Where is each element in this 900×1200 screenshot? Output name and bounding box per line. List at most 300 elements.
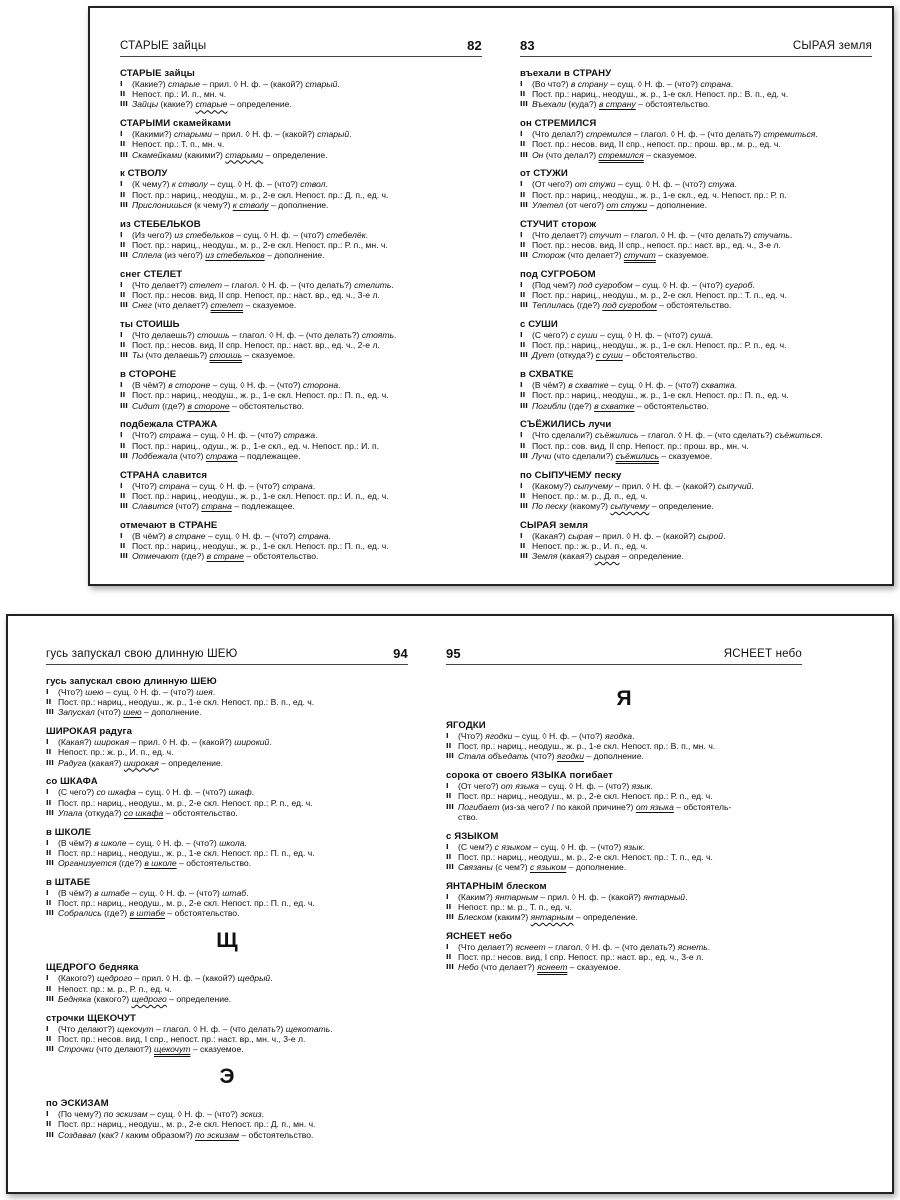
entry-headword: строчки ЩЕКОЧУТ [46,1012,137,1024]
line-marker-3: III [120,351,128,360]
underlined-sentence-part: страна [201,501,232,512]
line-marker-3: III [46,758,54,767]
line-marker-2: II [446,852,452,861]
parse-line [46,1024,408,1034]
underlined-sentence-part: со шкафа [123,807,164,818]
line-text: суша [690,330,711,341]
line-text: (из-за чего? / по какой причине?) [499,801,636,812]
line-text: (какие?) [158,99,196,110]
line-marker-1: I [446,842,449,851]
parse-line [120,139,482,149]
parse-line [46,787,408,797]
underlined-sentence-part: стелет [210,300,244,311]
line-text: ягодки [485,731,513,741]
line-text: (какими?) [182,149,226,160]
book-spread-top [88,6,894,586]
parse-line [46,758,408,768]
line-marker-2: II [520,391,526,400]
underlined-sentence-part: стража [205,450,238,461]
parse-line [120,401,482,411]
line-text: Въехали [532,99,566,110]
line-text: страна [159,480,190,491]
dictionary-entry [446,881,802,923]
line-text: Строчки [58,1044,94,1055]
parse-line [520,250,872,260]
line-marker-3: III [120,150,128,159]
line-text: – сущ. ◊ Н. ф. – (что?) [597,330,691,341]
running-header [46,646,408,665]
entry-headword: со ШКАФА [46,776,98,788]
line-text: – сущ. ◊ Н. ф. – (что?) [126,837,220,848]
line-marker-1: I [520,230,523,239]
line-text: – определение. [649,501,714,512]
parse-line [46,908,408,918]
line-marker-3: III [520,552,528,561]
parse-line [446,902,802,912]
entry-headword: от СТУЖИ [520,168,568,180]
parse-line [46,1034,408,1044]
parse-line [120,300,482,310]
parse-line [120,89,482,99]
page-content [46,676,408,1148]
line-marker-3: III [446,863,454,872]
line-marker-3: III [120,451,128,460]
line-text: Пост. пр.: нариц., неодуш., ж. р., 1-е скл. Непост. пр.: В. п., мн. ч. [458,741,716,752]
entry-headword: СЪЁЖИЛИСЬ лучи [520,419,612,431]
line-text: язык [623,841,643,852]
parse-line [446,952,802,962]
line-text: – прил. ◊ Н. ф. – (какой?) [128,737,235,748]
line-marker-2: II [120,341,126,350]
line-text: щекотать [285,1023,331,1034]
line-marker-2: II [46,1034,52,1043]
line-text: – сущ. ◊ Н. ф. – (что?) [615,179,709,190]
line-text: (Что?) [132,480,160,491]
line-text: (какому?) [567,501,611,512]
entry-headword: в ШТАБЕ [46,876,91,888]
line-marker-1: I [46,838,49,847]
line-text: яснеет [515,942,546,953]
entry-headword: он СТРЕМИЛСЯ [520,118,597,130]
parse-line [520,491,872,501]
line-text: . [315,430,318,441]
line-marker-1: I [446,892,449,901]
line-marker-3: III [520,200,528,209]
line-marker-3: III [520,251,528,260]
line-text: (откуда?) [82,807,124,818]
line-marker-3: III [520,351,528,360]
dictionary-entry [446,770,802,822]
underlined-sentence-part: из стебельков [205,250,265,261]
underlined-sentence-part: в штабе [129,908,166,919]
line-text: – сущ. ◊ Н. ф. – (что?) [135,787,229,798]
line-text: – сущ. ◊ Н. ф. – (что?) [103,687,197,697]
line-marker-3: III [46,859,54,868]
page-left [46,616,408,1192]
line-text: . [734,380,738,391]
line-text: – обстоятель- [673,801,732,812]
parse-line [46,798,408,808]
line-text: – обстоятельство. [163,807,238,818]
entry-headword: отмечают в СТРАНЕ [120,519,218,531]
line-marker-1: I [520,381,523,390]
line-text: Пост. пр.: нариц., неодуш., м. р., 2-е скл. Непост. пр.: Р. п., ед. ч. [58,797,313,808]
underlined-sentence-part: старые [195,99,228,110]
line-text: Он [532,149,544,160]
line-text: (что делают?) [93,1044,154,1055]
line-text: (Из чего?) [132,229,175,240]
line-text: стебелёк [326,229,366,240]
line-marker-2: II [46,848,52,857]
line-text: широкая [94,737,129,748]
line-text: Пост. пр.: нариц., неодуш., м. р., 2-е скл. Непост. пр.: Т. п., ед. ч. [458,851,713,862]
parse-line [520,300,872,310]
line-marker-2: II [120,240,126,249]
alphabet-letter-heading: Э [219,1065,235,1089]
line-marker-3: III [446,802,454,811]
underlined-sentence-part: старыми [225,149,264,160]
line-text: (Что?) [458,731,486,741]
line-text: Скамейками [132,149,183,160]
parse-line [520,430,872,440]
parse-line [120,79,482,89]
line-marker-1: I [120,331,123,340]
line-marker-3: III [46,994,54,1003]
line-text: широкий [234,737,270,748]
dictionary-entry [520,520,872,562]
line-text: эскиз [240,1109,262,1120]
line-marker-1: I [46,1110,49,1119]
parse-line [446,731,802,741]
line-text: яснеть [677,942,708,953]
line-text: (какая?) [86,757,124,768]
line-text: Прислонишься [132,199,192,210]
line-text: – определение. [158,757,224,768]
line-text: в схватке [568,380,609,391]
line-text: – обстоятельство. [229,400,305,411]
parse-line [520,390,872,400]
line-text: (откуда?) [554,350,596,361]
line-text: (где?) [178,551,207,562]
running-header [120,38,482,57]
line-text: (Каким?) [458,891,496,902]
line-marker-1: I [446,782,449,791]
parse-line [520,139,872,149]
line-text: – сущ. ◊ Н. ф. – (что?) [608,380,702,391]
entry-headword: СТУЧИТ сторож [520,218,597,230]
parse-line [46,1119,408,1129]
line-marker-2: II [46,984,52,993]
line-text: . [820,430,823,441]
line-text: . [707,942,711,953]
line-marker-3: III [520,401,528,410]
line-text: Пост. пр.: нариц., одуш., ж. р., 1-е скл., ед. ч. Непост. пр.: И. п. [132,440,380,451]
parse-line [120,150,482,160]
running-title: СТАРЫЕ зайцы [120,40,207,52]
line-marker-3: III [446,963,454,972]
line-marker-3: III [120,301,128,310]
parse-line [520,79,872,89]
line-marker-1: I [120,280,123,289]
line-text: – глагол. ◊ Н. ф. – (что делать?) [545,942,678,953]
parse-line [520,280,872,290]
parse-line [120,531,482,541]
parse-line [520,401,872,411]
line-text: Подбежала [132,450,178,461]
page-content [520,68,872,570]
running-title: СЫРАЯ земля [792,40,872,52]
parse-line [520,150,872,160]
running-header [520,38,872,57]
line-text: Пост. пр.: несов. вид, II спр. Непост. пр.: наст. вр., ед. ч., 3-е л. [132,290,380,301]
line-text: янтарный [643,891,686,902]
line-marker-1: I [46,1024,49,1033]
line-text: Создавал [58,1129,97,1140]
line-text: (В чём?) [532,380,569,391]
line-text: (что делает?) [478,962,538,973]
line-text: Собрались [58,908,102,919]
line-text: (К чему?) [132,179,172,190]
line-marker-3: III [446,913,454,922]
underlined-sentence-part: к стволу [232,199,269,210]
line-text: – сказуемое. [567,962,621,973]
line-text: – обстоятельство. [238,1129,314,1140]
parse-line [120,481,482,491]
line-text: – обстоятельство. [656,300,732,311]
line-text: Зайцы [132,99,159,110]
line-text: – обстоятельство. [165,908,240,919]
dictionary-entry [520,168,872,210]
entry-headword: с СУШИ [520,319,558,331]
line-marker-1: I [120,130,123,139]
line-text: (Что делает?) [458,942,516,953]
line-text: (От чего?) [458,781,501,792]
line-text: (Что?) [132,430,160,441]
dictionary-entry [120,520,482,562]
parse-line [120,430,482,440]
parse-line [120,501,482,511]
line-text: схватка [701,380,735,391]
line-text: в штабе [94,887,130,898]
line-text: – сущ. ◊ Н. ф. – (что?) [538,781,632,792]
line-text: – дополнение. [647,199,707,210]
line-text: (Какие?) [132,79,169,89]
line-text: Непост. пр.: Т. п., мн. ч. [132,139,225,150]
parse-line [446,812,802,822]
parse-line [46,858,408,868]
line-text: (Что?) [58,687,86,697]
line-text: Непост. пр.: м. р., Д. п., ед. ч. [532,490,648,501]
parse-line [46,838,408,848]
line-text: (что?) [173,501,202,512]
line-text: шею [85,687,104,697]
parse-line [120,390,482,400]
line-marker-2: II [46,899,52,908]
line-text: страна [282,480,313,491]
line-marker-2: II [520,441,526,450]
underlined-sentence-part: в стороне [187,400,230,411]
parse-line [46,687,408,697]
line-marker-3: III [520,451,528,460]
parse-line [46,888,408,898]
entry-headword: в СХВАТКЕ [520,369,574,381]
parse-line [46,697,408,707]
line-text: – обстоятельство. [176,858,252,869]
line-text: – подлежащее. [231,501,295,512]
line-text: Пост. пр.: несов. вид, II спр., непост. пр.: наст. вр., ед. ч., 3-е л. [532,239,781,250]
line-text: от стужи [574,179,616,190]
parse-line [520,541,872,551]
dictionary-entry [520,269,872,311]
line-text: щедрый [237,973,271,984]
underlined-sentence-part: сырая [594,551,620,562]
line-text: (Что сделали?) [532,430,596,441]
parse-line [520,481,872,491]
line-text: (где?) [574,300,603,311]
line-marker-2: II [520,542,526,551]
line-marker-3: III [520,301,528,310]
parse-line [120,280,482,290]
line-text: – дополнение. [566,862,627,873]
parse-line [520,380,872,390]
underlined-sentence-part: по эскизам [195,1129,239,1140]
line-text: (Что делал?) [532,129,586,140]
line-text: Сторож [532,250,566,261]
parse-line [120,350,482,360]
line-text: – сущ. ◊ Н. ф. – (что?) [205,530,299,541]
line-text: . [325,179,328,190]
line-marker-3: III [120,552,128,561]
parse-line [520,230,872,240]
line-text: ство. [458,811,478,822]
underlined-sentence-part: в стране [206,551,244,562]
entry-headword: ШИРОКАЯ радуга [46,726,133,738]
line-text: (какая?) [557,551,595,562]
line-marker-3: III [520,150,528,159]
entry-headword: к СТВОЛУ [120,168,168,180]
line-text: с языком [494,841,531,852]
line-text: (В чём?) [132,380,169,391]
line-text: Непост. пр.: м. р., Р. п., ед. ч. [58,983,172,994]
line-text: – сущ. ◊ Н. ф. – (что?) [147,1109,241,1120]
line-text: По песку [532,501,568,512]
line-text: . [338,380,341,391]
line-marker-1: I [520,130,523,139]
line-text: в страну [570,79,608,89]
line-text: Пост. пр.: нариц., неодуш., м. р., 2-е скл. Непост. пр.: Р. п., ед. ч. [458,791,713,802]
line-text: . [789,229,793,240]
underlined-sentence-part: с языком [529,862,567,873]
line-text: Стала объедать [458,751,529,762]
parse-line [520,501,872,511]
parse-line [120,330,482,340]
parse-line [120,179,482,189]
line-text: – сказуемое. [643,149,697,160]
line-marker-1: I [520,180,523,189]
line-marker-1: I [120,80,123,88]
line-text: . [650,781,653,792]
parse-line [446,791,802,801]
parse-line [520,200,872,210]
dictionary-entry [46,1098,408,1140]
line-text: . [365,229,369,240]
dictionary-entry [120,419,482,461]
parse-line [446,912,802,922]
parse-line [120,541,482,551]
line-text: Дует [532,350,555,361]
line-text: . [394,330,397,341]
line-text: сырая [568,530,593,541]
parse-line [46,808,408,818]
dictionary-entry [46,827,408,869]
line-text: – определение. [227,99,292,110]
line-text: (куда?) [565,99,599,110]
line-text: . [752,279,755,290]
line-text: (какого?) [91,993,132,1004]
line-text: с суши [570,330,598,341]
line-text: стучать [753,229,790,240]
dictionary-entry [520,419,872,461]
line-text: съёжились [595,430,639,441]
line-text: (Что делает?) [132,279,190,290]
line-text: (как? / каким образом?) [96,1129,196,1140]
entry-headword: из СТЕБЕЛЬКОВ [120,218,201,230]
line-text: Пост. пр.: нариц., неодуш., ж. р., 1-е скл., ед. ч. Непост. пр.: Р. п. [532,189,787,200]
underlined-sentence-part: шею [123,707,142,718]
dictionary-entry [446,720,802,762]
line-marker-2: II [46,798,52,807]
line-text: сторона [302,380,339,391]
parse-line [520,190,872,200]
line-marker-3: III [120,401,128,410]
line-marker-3: III [446,752,454,761]
entry-headword: по СЫПУЧЕМУ песку [520,469,622,481]
line-text: . [269,737,272,748]
page-number: 95 [446,646,461,661]
line-text: – сущ. ◊ Н. ф. – (что?) [233,229,327,240]
line-text: Бедняка [58,993,92,1004]
line-text: (где?) [566,400,595,411]
line-text: Пост. пр.: нариц., неодуш., м. р., 2-е скл. Непост. пр.: Т. п., ед. ч. [532,290,787,301]
line-text: – обстоятельство. [635,99,711,110]
line-text: . [312,480,316,491]
line-text: Пост. пр.: нариц., неодуш., ж. р., 1-е скл. Непост. пр.: В. п., ед. ч. [58,697,315,708]
dictionary-entry [46,962,408,1004]
line-marker-3: III [120,251,128,260]
underlined-sentence-part: в школе [144,858,177,869]
line-text: янтарным [495,891,539,902]
parse-line [46,848,408,858]
dictionary-entry [46,726,408,768]
line-text: шея [196,687,213,697]
line-marker-2: II [46,698,52,707]
running-header [446,646,802,665]
line-text: съёжиться [774,430,821,441]
parse-line [446,842,802,852]
line-text: – прил. ◊ Н. ф. – (какой?) [538,891,644,902]
line-text: – сущ. ◊ Н. ф. – (что?) [632,279,726,290]
entry-headword: подбежала СТРАЖА [120,419,218,431]
line-text: (От чего?) [532,179,575,190]
parse-line [520,350,872,360]
page-left [120,8,482,584]
line-text: Пост. пр.: нариц., неодуш., ж. р., 1-е скл. Непост. пр.: В. п., ед. ч. [532,89,789,100]
line-text: – сущ. ◊ Н. ф. – (что?) [607,79,701,89]
line-text: страна [298,530,329,541]
line-marker-2: II [520,240,526,249]
line-text: – сущ. ◊ Н. ф. – (что?) [530,841,624,852]
line-text: (Какая?) [532,530,569,541]
